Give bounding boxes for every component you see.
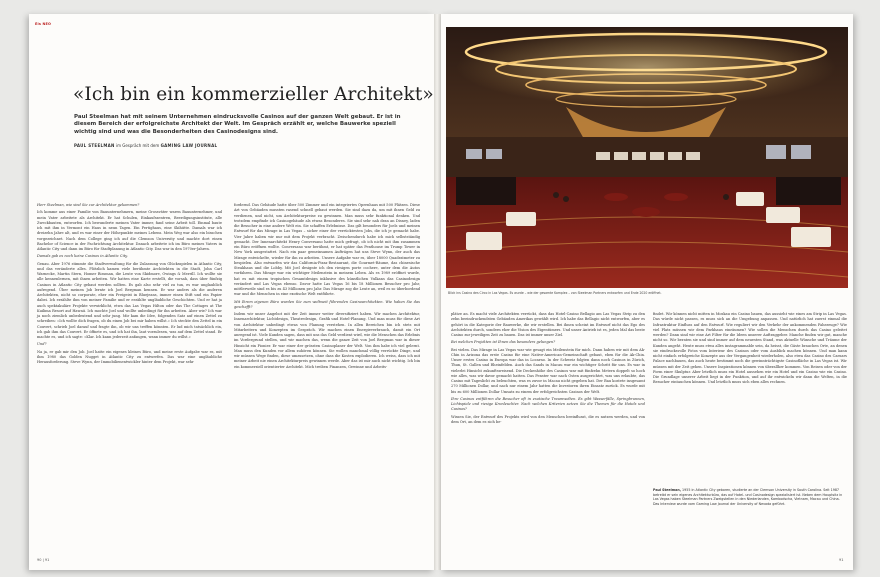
interview-question: Mit Ihrem eigenen Büro wurden Sie zum weltweit führenden Casinoarchitekten. Wie haben Sie das geschafft? — [234, 299, 420, 309]
photo-caption: Blick ins Casino des Circo in Las Vegas. Es wurde – wie der gesamte Komplex – von Steelman Partners entworfen und Ende 2020 eröffnet. — [448, 291, 662, 295]
byline-author: PAUL STEELMAN — [74, 143, 115, 148]
interview-question: Damals gab es noch keine Casinos in Atlantic City. — [37, 254, 128, 259]
article-lead: Paul Steelman hat mit seinem Unternehmen eindrucksvolle Casinos auf der ganzen Welt gebaut. Er ist in diesem Bereich der erfolgreichste Architekt der Welt. Im Gespräch erzählt er, welche Bauwerke speziell wichtig sind und was die Besonderheiten des Casinodesigns sind. — [74, 114, 401, 135]
byline — [74, 143, 217, 148]
page-number-left: 90 | 91 — [37, 558, 50, 562]
byline-magazine: GAMING LAW JOURNAL — [160, 143, 218, 148]
interview-answer: Ich komme aus einer Familie von Bauunternehmern, meine Grossväter waren Bauunternehmer, und mein Vater arbeitete als Architekt. Er hat Schulen, Einkaufszentren, Beerdigungsinstitute, alle Zweckbauten, entworfen. Ich bewunderte meinen Vater immer, fand seine Arbeit toll. Einmal baute ich mit ihm in Vermont ein Haus in neun Tagen. Ein Fertighaus, eine Skihütte. Damals war ich dreizehn Jahre alt, und es war einer der Höhepunkte meines Lebens. Mein Weg war also ein bisschen vorgezeichnet. Nach dem College ging ich auf die Clemson University und machte dort einen Bachelor of Science in der Fachrichtung Architektur. Danach arbeitete ich im Büro meines Vaters in Atlantic City und dann im Büro für Stadtplanung in Atlantic City. Das war in den 1970er-Jahren. — [37, 210, 222, 251]
interview-answer: Na ja, er gab mir den Job. Joel hatte ein eigenes kleines Büro, und meine erste Aufgabe war es, mit ihm 1980 das Golden Nugget in Atlantic City zu entwerfen. Das war eine ungläubliche Herausforderung. Steve Wynn, der Immobilienentwickler hinter dem Projekt, war sehr — [37, 349, 222, 364]
interview-answer: Genau. Aber 1976 stimmte die Stadtverwaltung für die Zulassung von Glücksspielen in Atlantic City, und das veränderte alles. Plötzlich kamen viele berühmte Architekten in die Stadt, John Carl Warnecke, Martin Stern, Homer Rissman, die Leute von Skidmore, Owings & Merrill. Ich wollte sie alle kennenlernen, mit ihnen arbeiten. Wir hatten eine Karte erstellt, die vorsah, dass über fünfzig Casinos in Atlantic City gebaut werden sollten. Es gab also sehr viel zu tun, es war unglaublich aufregend. Über meinen Job lernte ich Joel Bergman kennen. Er war anders als die anderen Architekten, nicht so corporate, eher ein Freigeist in Bluejeans, immer einen Stift und ein Papier dabei. Ich erzählte ihm von meiner Familie und er erzählte ungläubliche Geschichten. Und er hat ja auch spektakuläre Projekte verwirklicht, etwa das Las Vegas Hilton oder das The Cottages at The Kuilima Resort auf Hawaii. Ich mochte Joel und wollte unbedingt für ihn arbeiten. Aber wie? Ich war ja noch ziemlich unbedeutend und sehr jung. Mir kam die Idee, folgenden Satz auf einen Zettel zu schreiben: «Ich wollte dich fragen, ob du einen Job bei mir haben willst.» Ich steckte den Zettel in ein Couvert, schrieb Joel darauf und fragte ihn, ob wir uns treffen könnten. Er lud mich tatsächlich ein, ich gab ihm das Couvert. Er öffnete es, und ich hat ihn, laut vorzulesen, was auf dem Zettel stand. Er machte es, und ich sagte: «Klar. Ich kann jederzeit anfangen, wann immer du willst.» — [37, 261, 222, 339]
casino-photo — [446, 27, 848, 288]
interview-question: Herr Steelman, wie sind Sie zur Architektur gekommen? — [37, 203, 140, 207]
right-page — [441, 14, 853, 570]
byline-middle: im Gespräch mit dem — [115, 143, 160, 148]
article-title: «Ich bin ein kommerzieller Architekt» — [73, 84, 434, 105]
left-column-2 — [234, 203, 420, 553]
right-column-2 — [653, 312, 847, 482]
author-bio — [653, 488, 843, 506]
interview-question: Ihre Casinos entführen die Besucher oft in exotische Traumwelten. Es gibt Wasserfälle, Springbrunnen, Lichtspiele und riesige Kronleuchter. Nach welchen Kriterien setzen Sie die Themen für die Hotels und Casinos? — [451, 396, 645, 412]
interview-answer: Wissen Sie, der Entwurf des Projekts wird von den Menschen beeinflusst, die es nutzen werden, und von dem Ort, an dem es sich be- — [451, 414, 645, 424]
interview-question: Und? — [37, 342, 47, 347]
left-column-1 — [37, 203, 222, 553]
page-gutter — [434, 14, 441, 570]
interview-question: Bei welchen Projekten ist Ihnen das besonders gelungen? — [451, 340, 556, 345]
interview-answer: plätze an. Es macht viele Architekten verrückt, dass das Hotel-Casino Bellagio am Las Vegas Strip zu den zehn beeindruckendsten Gebäuden Amerikas gewählt wird. Ich habe das Bellagio nicht entworfen, aber es gehört in die Kategorie der Bauwerke, die wir erstellen. Bei ihnen scheint im Entwurf nicht das Ego des Architekten durch, sondern eher die Vision des Eigentümers. Und unser Antrieb ist es, jeden Mal das beste Casino zur jeweiligen Zeit zu bauen. Das ist immer unser Ziel. — [451, 312, 645, 337]
casino-photo-illustration — [446, 27, 848, 288]
left-page — [29, 14, 434, 570]
interview-answer: Indem wir unser Angebot mit der Zeit immer weiter diversifiziert haben. Wir machen Architektur, Innenarchitektur, Lichtdesign, Theatredesign, Grafik und Hotel-Planung. Und man muss für diese Art von Architektur unbedingt etwas von Planung verstehen. In allen Bereichen bin ich stets mit Mitarbeitern und Konzepten im Gespräch. Wir machen einen Energieverbrauch, damit ein Ort anregend ist. Viele Kunden sagen, dass mit uns das Geld verdient wird, wie die Menschen das Erlebnis im Vordergrund stellen, und wir machen das, wenn die ganze Zeit von Joel Bergman war in dieser Hinsicht ein Pionier. Er war einer der grössten Casinoplaner der Welt. Von ihm habe ich viel gelernt. Man muss den Kunden vor allem zuhören können. Sie wollen manchmal völlig verrückte Dinge, und wir müssen Wege finden, diese umzusetzen, ohne dass die Kosten explodieren. Ich weiss, dass ich mit meiner Arbeit nie einen Architekturpreis gewinnen werde. Aber das ist mir auch nicht wichtig. Ich bin ein kommerziell orientierter Architekt. Mich treiben Finanzen, Gewinne und Arbeits- — [234, 312, 420, 369]
interview-answer: Bei vielen. Das Mirage in Las Vegas war wie gesagt ein Meilenstein für mich. Dann haben wir mit dem Ak-Chin in Arizona das erste Casino für eine Native-American-Gemeinschaft gebaut, eben für die Ak-Chin. Unser erstes Casino in Europa war das in Locarno. In der Schweiz folgten dann noch Casinos in Zürich, Thun, St. Gallen und Rheinfelden. Auch das Sands in Macau war ein wichtiger Schritt für uns. Es war in vielerlei Hinsicht zukunftsweisend. Die Deckenhöhe des Casinos war mit fünfzehn Metern doppelt so hoch wie alles, was wir davor gemacht hatten. Das Fenster war nach Osten ausgerichtet, was uns erlaubte, das Casino mit Tageslicht zu beleuchten, was es zuvor in Macau nicht gegeben hat. Der Bau kostete insgesamt 270 Millionen Dollar, und nach nur einem Jahr hatten die Investoren ihren Einsatz zurück. Es wurde mit bis zu 600 Millionen Dollar Umsatz zu einem der erfolgreichsten Casinos der Welt. — [451, 347, 645, 394]
interview-answer: findet. Wir können nicht mitten in Moskau ein Casino bauen, das aussieht wie eines am Strip in Las Vegas. Das würde nicht passen, es muss sich an die Umgebung anpassen. Und natürlich hat zuerst einmal die Infrastruktur Einfluss auf den Entwurf. Wie reguliert wir den Verkehr der ankommenden Fahrzeuge? Wie viel Platz müssen wir dem Parkhaus einräumen? Wie sollen die Menschen durch das Casino geleitet werden? Dann sind wir eine Art Filter für die Ideen unserer Auftraggeber. Manche finden wir gut, manche nicht so. Wir beraten sie und sind immer auf dem neuesten Stand, was aktuelle Wünsche und Träume der Kunden angeht. Heute muss etwa alles instagrammable sein, da heisst, die Gäste brauchen Orte, an denen sie eindrucksvolle Fotos vom Interieur des Casinos oder vom Ausblick machen können. Und man kann nicht einfach erfolgreiche Konzepte aus der Vergangenheit wiederholen, also etwa das Casino des Caesars Palace nachbauen, das auch heute bestimmt noch die gewinnträchtigste Casinofläche in Las Vegas ist. Wir müssen mit der Zeit gehen. Unsere Inspirationen können von überallher kommen. Von Reisen oder von der Form einer Skulptur. Aber letztlich muss ein Hotel aussehen wie ein Hotel und ein Casino wie ein Casino. Die Grundlage unserer Arbeit liegt in der Funktion, und auf ihr entwickeln wir dann die Welten, in die Besucher eintauchen können. Und letztlich muss sich eben alles rechnen. — [653, 312, 847, 385]
page-number-right: 91 — [839, 558, 844, 562]
bio-name: Paul Steelman, — [653, 488, 681, 492]
right-column-1 — [451, 312, 645, 547]
section-tag: Eis NEO — [35, 22, 52, 26]
interview-answer: fordernd. Das Gebäude hatte über 500 Zimmer und ein integriertes Opernhaus mit 500 Plätzen. Diese Art von Gebäuden mussten rasend schnell gebaut werden. Sie sind dazu da, um mit ihnen Geld zu verdienen, und nicht, um Architekturpreise zu gewinnen. Man muss sehr funktional denken. Und trotzdem empfinde ich Casinogebäude als etwas Besonderes. Sie sind sehr nah dran an Disney, laden die Besucher in eine andere Welt ein. Sie schaffen Erlebnisse. Das gilt besonders für Joels und meinen Entwurf für das Mirage in Las Vegas – sicher einer der verrücktesten Jobs, die ich je gemacht habe. Vier Jahre haben wir nur mit dem Projekt verbracht. Zwischendurch habe ich mich selbstständig gemacht. Der Innenarchitekt Henry Conversano hatte mich gefragt, ob ich nicht mit ihm zusammen ein Büro eröffnen wollte. Conversano war berühmt, er hat später das Penthouse im Trump Tower in New York ausgestattet. Nach ein paar gemeinsamen Aufträgen hat uns Steve Wynn, der auch das Mirage entwickelte, wieder für ihn zu arbeiten. Unsere Aufgabe war es, über 18000 Quadratmeter zu bespielen. Also entwarfen wir das California-Pizza-Restaurant, die Gourmet-Räume, das chinesische Steakhaus und die Lobby. Mit Joel designte ich den riesigen porte cochere, unter dem die Autos vorfahren. Das Mirage war ein wichtiger Meilenstein in meinem Leben. Als es 1989 eröffnet wurde, hat es mit einem tropischen Gesamtdesign inklusive des künstlichen Vulkans das Casinodesign verändert und Las Vegas ebenso. Davor hatte Las Vegas 16 bis 18 Millionen Besucher pro Jahr, mittlerweile sind es bis zu 43 Millionen pro Jahr. Das Mirage zog die Leute an, weil es so überbordend war und die Menschen in eine exotische Welt entführte. — [234, 203, 420, 297]
bio-text: 1955 in Atlantic City geboren, studierte an der Clemson University in South Carolina. Seit 1987 betreibt er sein eigenes Architekturbüro, das auf Hotel- und Casinodesign spezialisiert ist. Neben dem Hauptsitz in Las Vegas haben Steelman Partners Zweigstellen in den Niederlanden, Kambodscha, Vietnam, Macau und China. Das Interview wurde vom Gaming Law Journal der University of Nevada geführt. — [653, 488, 843, 506]
